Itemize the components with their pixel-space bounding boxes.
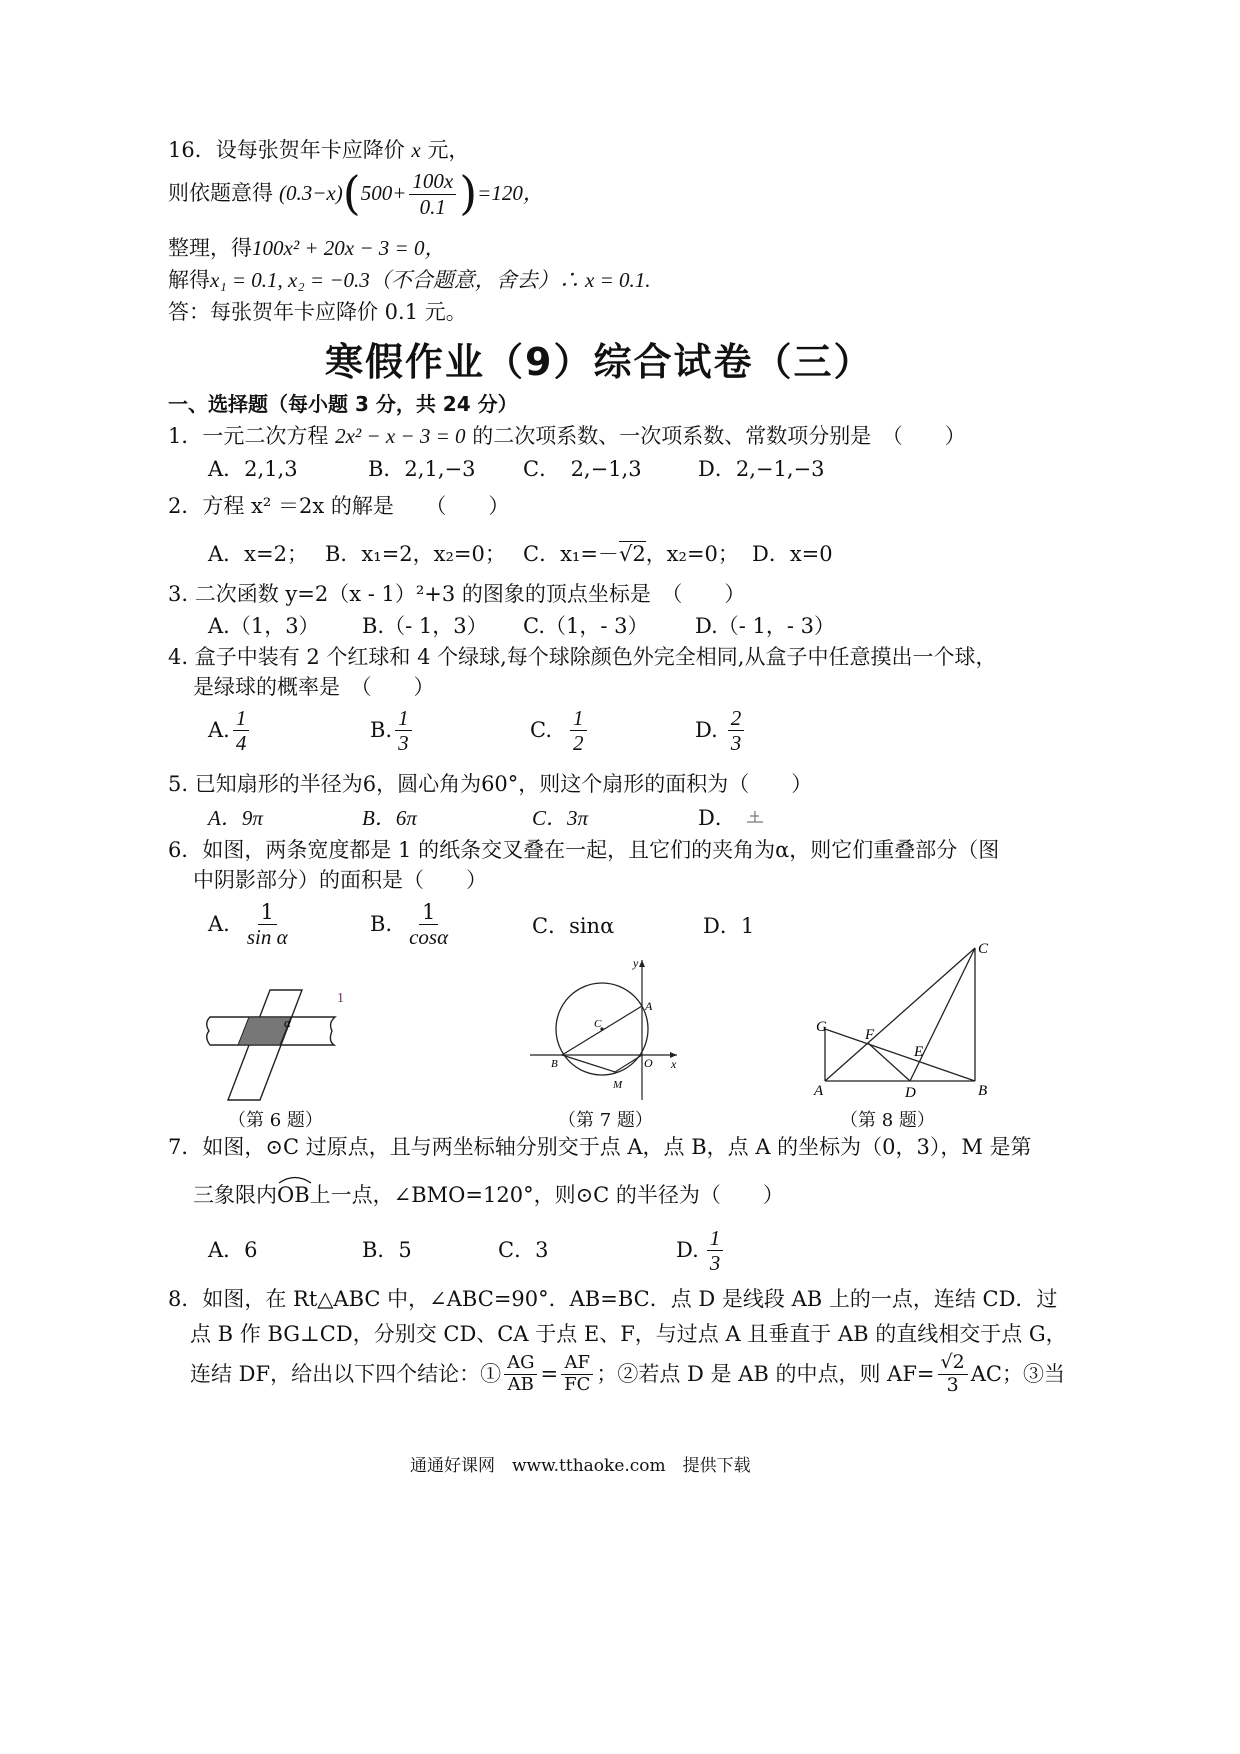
- label: B.: [370, 912, 393, 937]
- q6-option-c: C．sinα: [532, 914, 615, 938]
- numerator: 1: [233, 706, 250, 731]
- alpha-label: α: [284, 1015, 291, 1030]
- label: A.: [208, 718, 230, 743]
- denominator: 3: [709, 1251, 721, 1276]
- text: 整理，得: [168, 236, 252, 260]
- label-d: D: [905, 1085, 916, 1101]
- segment-ac: [825, 948, 975, 1081]
- label-g: G: [816, 1019, 827, 1035]
- q6-option-b: [370, 900, 454, 949]
- numerator: AF: [561, 1353, 593, 1375]
- denominator: FC: [564, 1373, 591, 1395]
- numerator: 2: [728, 706, 745, 731]
- numerator: 1: [258, 900, 277, 925]
- q6-stem-line1: 6．如图，两条宽度都是 1 的纸条交叉叠在一起，且它们的夹角为α，则它们重叠部分（图: [168, 838, 1000, 862]
- segment-dc: [910, 948, 975, 1081]
- math: (0.3−: [279, 181, 327, 206]
- denominator: 4: [235, 731, 247, 756]
- label: B.: [370, 718, 393, 743]
- denominator: 2: [573, 731, 584, 756]
- figure-6-caption: （第 6 题）: [228, 1110, 323, 1131]
- text: 三象限内: [193, 1183, 277, 1207]
- fraction-ag-ab: [504, 1353, 537, 1395]
- text: C．x₁=－: [523, 542, 619, 566]
- q6-stem-line2: 中阴影部分）的面积是（ ）: [193, 868, 487, 892]
- fraction: [570, 706, 587, 755]
- q2-option-a: A．x=2；: [208, 542, 308, 566]
- q2-option-b: B．x₁=2，x₂=0；: [325, 542, 506, 566]
- label: C.: [530, 718, 552, 743]
- text: ；②若点 D 是 AB 的中点，则 AF=: [596, 1361, 935, 1386]
- label-o: O: [644, 1056, 653, 1070]
- numerator: AG: [504, 1353, 537, 1375]
- fraction: [406, 900, 451, 949]
- one-label: 1: [337, 991, 344, 1006]
- q4-option-b: [370, 706, 415, 755]
- figure-6: [200, 985, 370, 1105]
- q1-option-c: C． 2,−1,3: [523, 457, 642, 481]
- label-a: A: [645, 999, 653, 1013]
- numerator: 1: [395, 706, 412, 731]
- text: 的二次项系数、一次项系数、常数项分别是 （ ）: [472, 424, 966, 448]
- fraction-root2-3: [938, 1352, 968, 1397]
- paren-left: (: [342, 166, 361, 221]
- q4-stem-line2: 是绿球的概率是 （ ）: [193, 675, 435, 699]
- label: D.: [676, 1238, 699, 1263]
- section-heading: 一、选择题（每小题 3 分，共 24 分）: [168, 392, 518, 416]
- q3-option-b: B.（- 1，3）: [362, 614, 488, 638]
- q7-option-c: C．3: [498, 1238, 549, 1262]
- label-f: F: [865, 1027, 875, 1043]
- q5-option-b: B．6π: [362, 806, 417, 830]
- fraction: [244, 900, 291, 949]
- text: ，x₂=0；: [645, 542, 739, 566]
- var-x: x: [326, 181, 336, 206]
- fraction: [728, 706, 745, 755]
- fraction: [409, 169, 456, 218]
- sol16-line4: [168, 268, 651, 293]
- q7-stem-line2: [193, 1183, 784, 1208]
- equation: 100x² + 20x − 3 = 0，: [252, 236, 446, 260]
- label-e: E: [914, 1044, 924, 1060]
- text: 连结 DF，给出以下四个结论：①: [190, 1361, 502, 1386]
- label: D．: [698, 806, 736, 830]
- label-a: A: [814, 1083, 824, 1099]
- footer-text: 通通好课网 www.tthaoke.com 提供下载: [410, 1456, 751, 1476]
- text: 解得: [168, 268, 210, 292]
- text: 16．设每张贺年卡应降价: [168, 138, 405, 162]
- label: D.: [695, 718, 718, 743]
- sol16-line3: [168, 236, 445, 261]
- q2-option-c: [523, 542, 739, 567]
- numerator: 100x: [409, 169, 456, 194]
- q3-option-a: A.（1，3）: [208, 614, 320, 638]
- denominator: 3: [730, 731, 742, 756]
- sqrt-2: √2: [618, 542, 646, 566]
- equals: =: [540, 1361, 559, 1386]
- q5-stem: 5. 已知扇形的半径为6，圆心角为60°，则这个扇形的面积为（ ）: [168, 772, 813, 796]
- q7-option-d: [676, 1226, 726, 1275]
- arc-label: OB: [277, 1183, 310, 1207]
- q6-option-d: D．1: [703, 914, 755, 938]
- fraction-af-fc: [561, 1353, 593, 1395]
- text: 元，: [427, 138, 470, 162]
- y-axis-arrow-icon: [639, 960, 645, 967]
- denominator: 3: [398, 731, 409, 756]
- q5-option-a: A．9π: [208, 806, 263, 830]
- sol16-line5: 答：每张贺年卡应降价 0.1 元。: [168, 300, 467, 324]
- numerator: 1: [419, 900, 438, 925]
- q5-option-d: [698, 806, 767, 831]
- q7-stem-line1: 7．如图，⊙C 过原点，且与两坐标轴分别交于点 A，点 B，点 A 的坐标为（0，3），M 是第: [168, 1135, 1032, 1159]
- arc-icon: [277, 1174, 313, 1184]
- q1-option-a: A．2,1,3: [208, 457, 298, 481]
- label-y: y: [633, 956, 639, 970]
- q8-line3: [190, 1352, 1065, 1397]
- text: 1．一元二次方程: [168, 424, 329, 448]
- sol16-line1: [168, 138, 469, 163]
- fraction: [395, 706, 412, 755]
- figure-8: [810, 935, 1000, 1105]
- q2-stem: 2．方程 x² ＝2x 的解是 （ ）: [168, 494, 510, 518]
- equation: x₁ = 0.1, x₂ = −0.3（不合题意，舍去）∴ x = 0.1.: [210, 268, 651, 292]
- fraction: [707, 1226, 724, 1275]
- q1-option-d: D．2,−1,−3: [698, 457, 825, 481]
- numerator: 1: [707, 1226, 724, 1251]
- page-title: 寒假作业（9）综合试卷（三）: [325, 340, 874, 384]
- label: A.: [208, 912, 230, 937]
- q2-option-d: D．x=0: [752, 542, 833, 566]
- figure-7-caption: （第 7 题）: [558, 1110, 653, 1131]
- q7-option-a: A．6: [208, 1238, 258, 1262]
- broken-glyph-icon: [743, 807, 767, 825]
- math: =120，: [477, 181, 544, 206]
- numerator: 1: [570, 706, 587, 731]
- arc-ob: [277, 1183, 310, 1208]
- fraction: [233, 706, 250, 755]
- figure-8-caption: （第 8 题）: [840, 1110, 935, 1131]
- q4-option-c: [530, 706, 590, 755]
- q4-stem-line1: 4. 盒子中装有 2 个红球和 4 个绿球,每个球除颜色外完全相同,从盒子中任意摸出一个球，: [168, 645, 997, 669]
- q1-option-b: B．2,1,−3: [368, 457, 476, 481]
- label-b: B: [978, 1083, 988, 1099]
- q4-option-d: [695, 706, 747, 755]
- q5-option-c: C．3π: [532, 806, 589, 830]
- q1-stem: [168, 424, 966, 449]
- label-x: x: [671, 1057, 677, 1071]
- q6-option-a: [208, 900, 294, 949]
- var-x: x: [411, 138, 421, 162]
- denominator: 3: [946, 1373, 959, 1396]
- q4-option-a: [208, 706, 252, 755]
- q8-line2: 点 B 作 BG⊥CD，分别交 CD、CA 于点 E、F，与过点 A 且垂直于 AB 的直线相交于点 G，: [190, 1322, 1067, 1346]
- text: 上一点，∠BMO=120°，则⊙C 的半径为（ ）: [309, 1183, 784, 1207]
- segment-gb: [825, 1029, 975, 1081]
- q3-option-d: D.（- 1，- 3）: [695, 614, 836, 638]
- q7-option-b: B．5: [362, 1238, 412, 1262]
- sol16-line2: [168, 164, 544, 224]
- text: AC；③当: [970, 1361, 1065, 1386]
- chords-bmo: [562, 1055, 642, 1072]
- denominator: cosα: [409, 925, 449, 950]
- label-c: C: [978, 941, 989, 957]
- q8-line1: 8．如图，在 Rt△ABC 中，∠ABC=90°．AB=BC．点 D 是线段 AB 上的一点，连结 CD．过: [168, 1287, 1058, 1311]
- denominator: 0.1: [419, 194, 446, 219]
- equation: 2x² − x − 3 = 0: [335, 424, 466, 448]
- label-c: C: [594, 1018, 602, 1030]
- label-m: M: [613, 1079, 623, 1091]
- math: ): [335, 181, 343, 206]
- q3-option-c: C.（1，- 3）: [523, 614, 649, 638]
- figure-7: [525, 955, 690, 1105]
- label-b: B: [551, 1058, 558, 1070]
- text: 则依题意得: [168, 181, 273, 206]
- denominator: AB: [507, 1373, 534, 1395]
- segment-df: [868, 1043, 910, 1081]
- q3-stem: 3. 二次函数 y=2（x - 1）²+3 的图象的顶点坐标是 （ ）: [168, 582, 746, 606]
- numerator: √2: [938, 1352, 968, 1375]
- math: 500+: [360, 181, 407, 206]
- denominator: sin α: [246, 925, 288, 950]
- paren-right: ): [459, 166, 478, 221]
- num: 100: [412, 169, 444, 194]
